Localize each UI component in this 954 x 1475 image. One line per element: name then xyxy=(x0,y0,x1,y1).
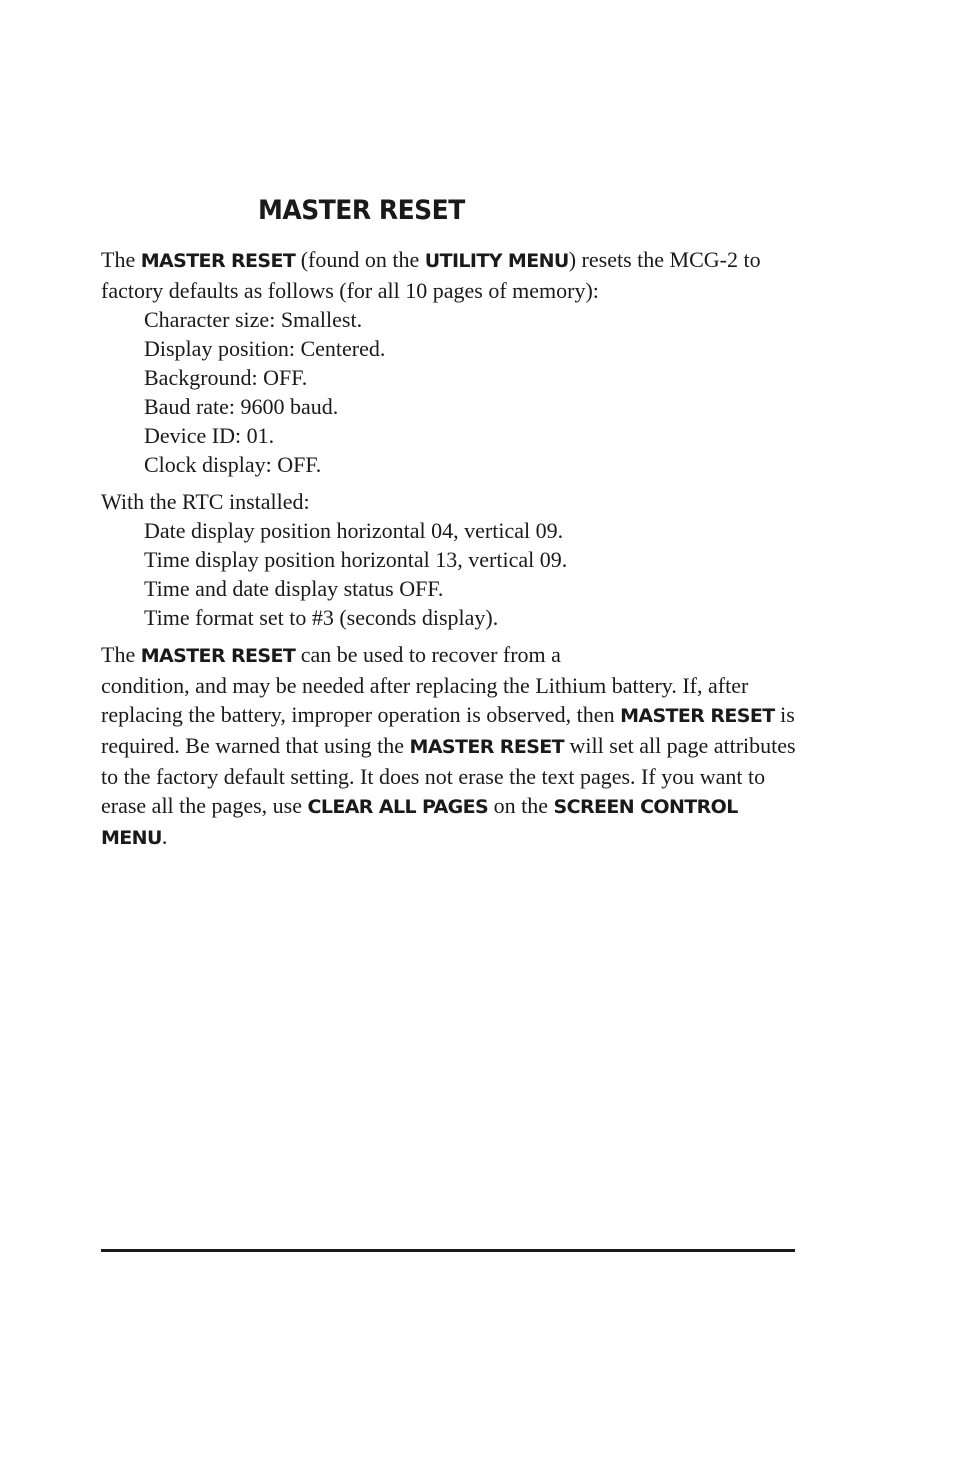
recovery-text-3: condition, and may be needed after replacing the Lithium battery. If, after replacing the battery, improper operation is observed, then xyxy=(101,673,749,727)
footer-rule xyxy=(101,1249,795,1252)
list-item: Character size: Smallest. xyxy=(144,307,363,332)
list-item: Device ID: 01. xyxy=(144,423,275,448)
recovery-text-6: on the xyxy=(488,793,554,818)
keyword-master-reset: MASTER RESET xyxy=(620,705,775,727)
keyword-utility-menu: UTILITY MENU xyxy=(424,250,569,272)
rtc-intro: With the RTC installed: xyxy=(101,489,310,514)
keyword-screen-control-menu: SCREEN CONTROL MENU xyxy=(101,796,738,849)
list-item: Background: OFF. xyxy=(144,365,308,390)
list-item: Clock display: OFF. xyxy=(144,452,322,477)
document-body xyxy=(101,245,801,853)
list-item: Time format set to #3 (seconds display). xyxy=(144,605,499,630)
keyword-clear-all-pages: CLEAR ALL PAGES xyxy=(307,796,489,818)
keyword-master-reset: MASTER RESET xyxy=(140,645,296,667)
list-item: Display position: Centered. xyxy=(144,336,386,361)
recovery-text-2: can be used to recover from a xyxy=(295,642,561,667)
intro-text-2: (found on the xyxy=(295,247,425,272)
recovery-text-1: The xyxy=(101,642,141,667)
list-item: Time and date display status OFF. xyxy=(144,576,444,601)
intro-paragraph xyxy=(101,245,801,305)
rtc-defaults-list xyxy=(101,516,801,632)
recovery-paragraph xyxy=(101,640,801,853)
keyword-master-reset: MASTER RESET xyxy=(409,736,565,758)
list-item: Date display position horizontal 04, vertical 09. xyxy=(144,518,564,543)
intro-text-1: The xyxy=(101,247,141,272)
list-item: Time display position horizontal 13, vertical 09. xyxy=(144,547,568,572)
recovery-text-5: will set all page attributes to the factory default setting. It does not erase the text pages. If you want to erase all the pages, use xyxy=(101,733,796,818)
recovery-text-7: . xyxy=(161,824,168,849)
keyword-master-reset: MASTER RESET xyxy=(140,250,296,272)
factory-defaults-list xyxy=(101,305,801,479)
recovery-text-4: is required. Be warned that using the xyxy=(101,702,795,758)
list-item: Baud rate: 9600 baud. xyxy=(144,394,339,419)
page-title: MASTER RESET xyxy=(258,194,465,226)
intro-text-3: ) resets the MCG-2 to factory defaults as follows (for all 10 pages of memory): xyxy=(101,247,761,303)
